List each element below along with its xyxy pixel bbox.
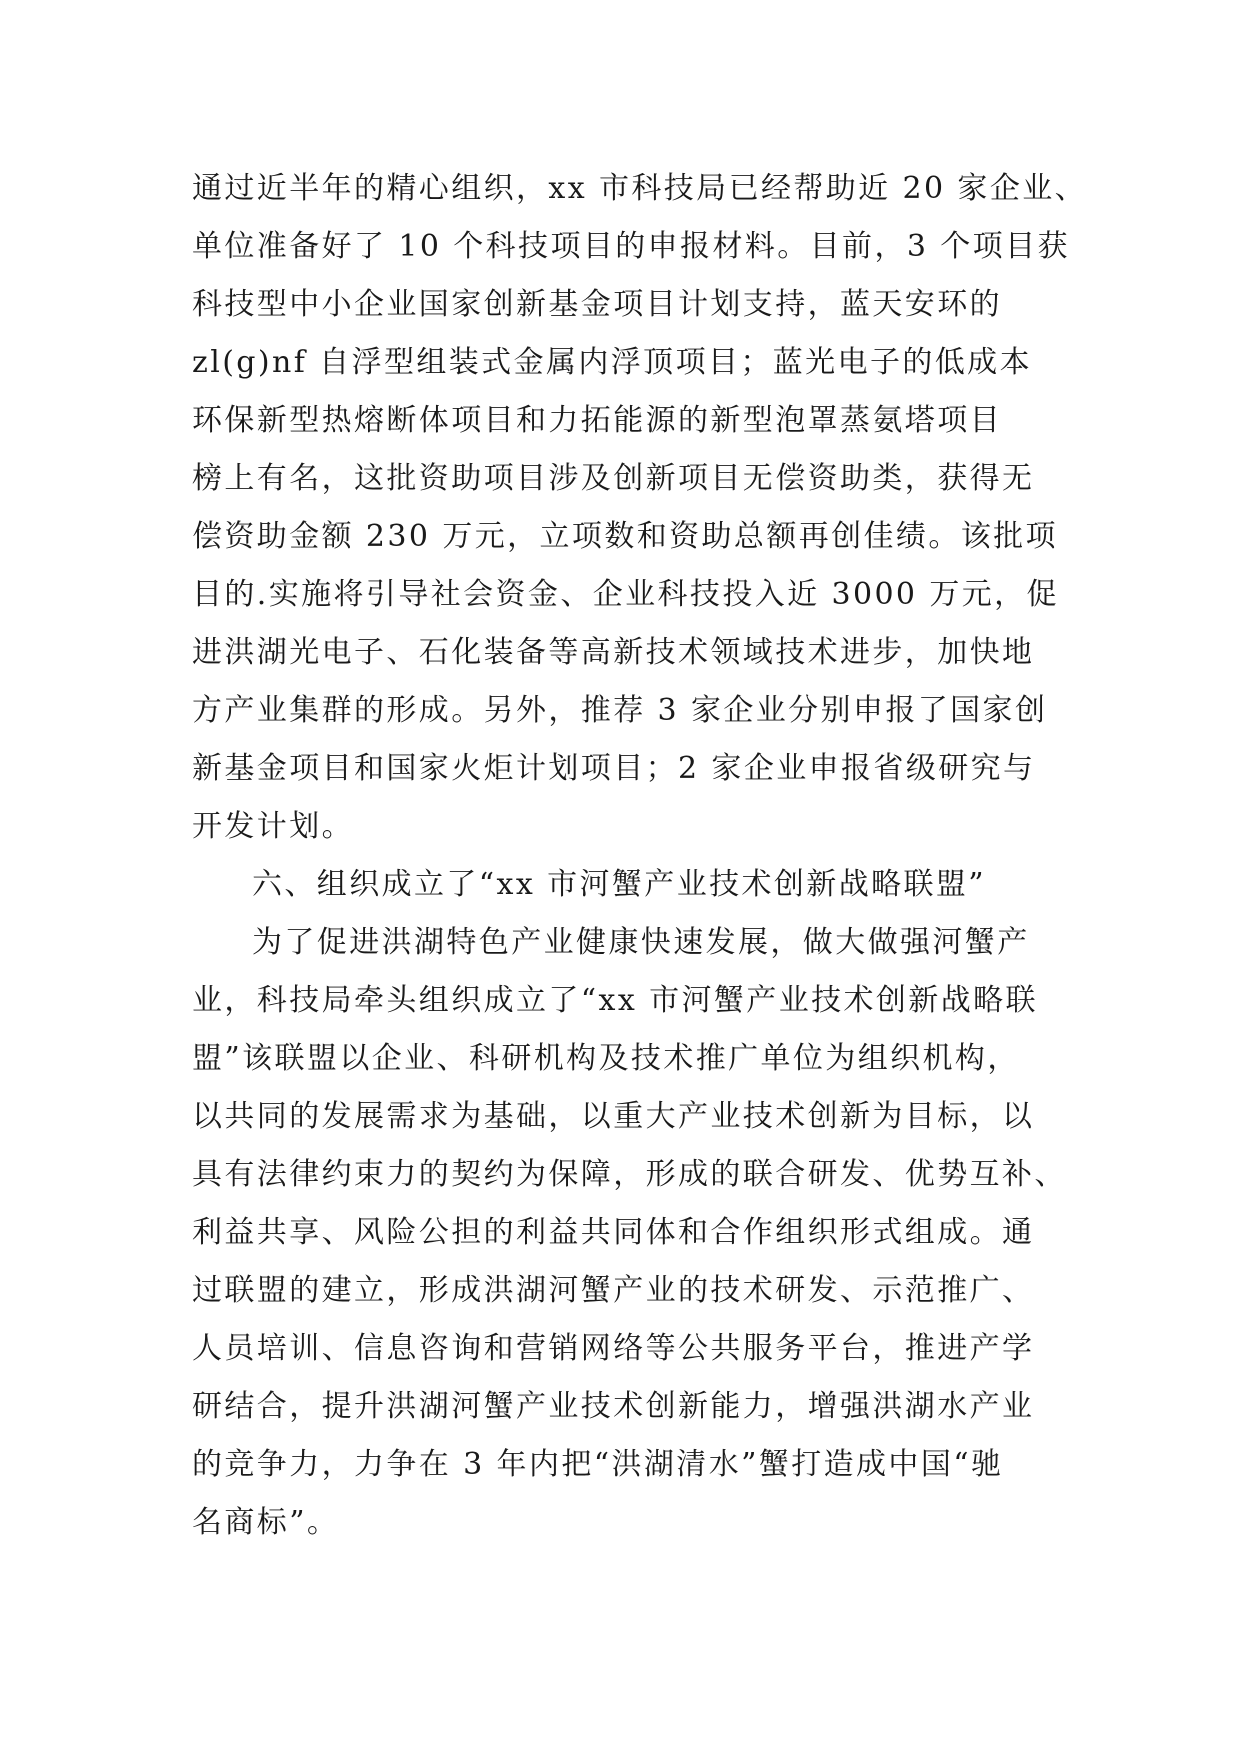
text-line: 盟”该联盟以企业、科研机构及技术推广单位为组织机构，: [192, 1041, 1020, 1076]
text-line: 业，科技局牵头组织成立了“xx 市河蟹产业技术创新战略联: [192, 983, 1038, 1018]
text-line: 单位准备好了 10 个科技项目的申报材料。目前，3 个项目获: [192, 229, 1070, 264]
text-line: 开发计划。: [192, 809, 354, 844]
document-body: [192, 160, 1088, 1552]
text-line: 过联盟的建立，形成洪湖河蟹产业的技术研发、示范推广、: [192, 1273, 1035, 1308]
text-line: 的竞争力，力争在 3 年内把“洪湖清水”蟹打造成中国“驰: [192, 1447, 1004, 1482]
text-line: 通过近半年的精心组织，xx 市科技局已经帮助近 20 家企业、: [192, 171, 1088, 206]
text-line: 名商标”。: [192, 1505, 340, 1540]
text-line: 以共同的发展需求为基础，以重大产业技术创新为目标，以: [192, 1099, 1035, 1134]
text-line: 方产业集群的形成。另外，推荐 3 家企业分别申报了国家创: [192, 693, 1048, 728]
text-line: 人员培训、信息咨询和营销网络等公共服务平台，推进产学: [192, 1331, 1035, 1366]
text-line: 新基金项目和国家火炬计划项目；2 家企业申报省级研究与: [192, 751, 1036, 786]
text-line: 偿资助金额 230 万元，立项数和资助总额再创佳绩。该批项: [192, 519, 1058, 554]
text-line: 为了促进洪湖特色产业健康快速发展，做大做强河蟹产: [252, 925, 1030, 960]
text-line: 具有法律约束力的契约为保障，形成的联合研发、优势互补、: [192, 1157, 1067, 1192]
section-heading: 六、组织成立了“xx 市河蟹产业技术创新战略联盟”: [252, 867, 987, 902]
text-line: 研结合，提升洪湖河蟹产业技术创新能力，增强洪湖水产业: [192, 1389, 1035, 1424]
text-line: 目的.实施将引导社会资金、企业科技投入近 3000 万元，促: [192, 577, 1059, 612]
text-line: 榜上有名，这批资助项目涉及创新项目无偿资助类，获得无: [192, 461, 1035, 496]
text-line: 科技型中小企业国家创新基金项目计划支持，蓝天安环的: [192, 287, 1002, 322]
text-line: 环保新型热熔断体项目和力拓能源的新型泡罩蒸氨塔项目: [192, 403, 1002, 438]
paragraph-project-applications: [192, 160, 1088, 856]
text-line: 进洪湖光电子、石化装备等高新技术领域技术进步，加快地: [192, 635, 1035, 670]
text-line: 利益共享、风险公担的利益共同体和合作组织形式组成。通: [192, 1215, 1035, 1250]
paragraph-crab-alliance: [192, 914, 1072, 1552]
text-line: zl(g)nf 自浮型组装式金属内浮顶项目；蓝光电子的低成本: [192, 345, 1032, 380]
